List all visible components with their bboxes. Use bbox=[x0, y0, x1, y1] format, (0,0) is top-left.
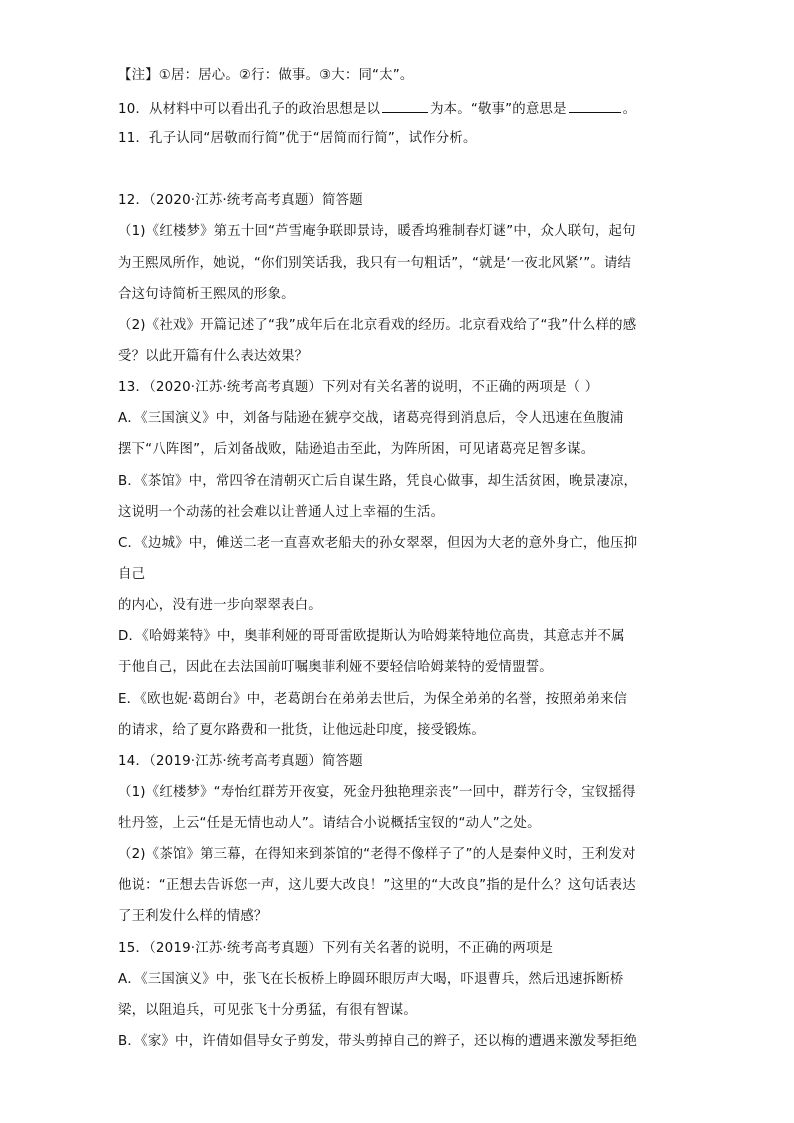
question-14-1-text: （1)《红楼梦》“寿怡红群芳开夜宴，死金丹独艳理亲丧”一回中，群芳行令，宝钗摇得 bbox=[118, 785, 636, 800]
question-11: 11．孔子认同“居敬而行简”优于“居简而行简”，试作分析。 bbox=[118, 131, 477, 146]
question-13-option-d: 于他自己，因此在去法国前叮嘱奥菲利娅不要轻信哈姆莱特的爱情盟誓。 bbox=[118, 660, 553, 675]
question-12-heading: 12．（2020·江苏·统考高考真题）简答题 bbox=[118, 193, 363, 208]
question-13-option-b: 这说明一个动荡的社会难以让普通人过上幸福的生活。 bbox=[118, 505, 445, 520]
question-13-option-a: 摆下“八阵图”，后刘备战败，陆逊追击至此，为阵所困，可见诸葛亮足智多谋。 bbox=[118, 442, 595, 457]
question-14-heading: 14．（2019·江苏·统考高考真题）简答题 bbox=[118, 754, 363, 769]
question-12-1-text: 为王熙凤所作，她说，“你们别笑话我，我只有一句粗话”，“就是‘一夜北风紧’”。请结 bbox=[118, 256, 632, 271]
question-15-heading: 15．（2019·江苏·统考高考真题）下列有关名著的说明，不正确的两项是 bbox=[118, 941, 554, 956]
question-13-heading: 13．（2020·江苏·统考高考真题）下列对有关名著的说明，不正确的两项是（ ） bbox=[118, 380, 599, 395]
question-13-option-c: 自己 bbox=[118, 567, 146, 582]
question-10 bbox=[118, 98, 636, 120]
question-13-option-c: C．《边城》中，傩送二老一直喜欢老船夫的孙女翠翠，但因为大老的意外身亡，他压抑 bbox=[118, 536, 638, 551]
question-10-part-1: 10．从材料中可以看出孔子的政治思想是以 bbox=[118, 102, 381, 117]
question-13-option-e: E．《欧也妮·葛朗台》中，老葛朗台在弟弟去世后，为保全弟弟的名誉，按照弟弟来信 bbox=[118, 692, 628, 707]
question-12-1-text: （1)《红楼梦》第五十回“芦雪庵争联即景诗，暖香坞雅制春灯谜”中，众人联句，起句 bbox=[118, 224, 636, 239]
question-13-option-d: D．《哈姆莱特》中，奥菲利娅的哥哥雷欧提斯认为哈姆莱特地位高贵，其意志并不属 bbox=[118, 629, 625, 644]
question-13-option-e: 的请求，给了夏尔路费和一批货，让他远赴印度，接受锻炼。 bbox=[118, 723, 485, 738]
question-12-2-text: （2)《社戏》开篇记述了“我”成年后在北京看戏的经历。北京看戏给了“我”什么样的感 bbox=[118, 318, 637, 333]
question-14-1-text: 牡丹签，上云“任是无情也动人”。请结合小说概括宝钗的“动人”之处。 bbox=[118, 816, 541, 831]
question-15-option-a: 梁，以阻追兵，可见张飞十分勇猛，有很有智谋。 bbox=[118, 1003, 417, 1018]
question-14-2-text: 了王利发什么样的情感？ bbox=[118, 909, 268, 924]
question-13-option-b: B．《茶馆》中，常四爷在清朝灭亡后自谋生路，凭良心做事，却生活贫困，晚景凄凉， bbox=[118, 474, 638, 489]
annotation-note: 【注】①居：居心。②行：做事。③大：同“太”。 bbox=[118, 68, 414, 83]
question-12-2-text: 受？以此开篇有什么表达效果？ bbox=[118, 349, 309, 364]
question-14-2-text: （2)《茶馆》第三幕，在得知来到茶馆的“老得不像样子了”的人是秦仲义时，王利发对 bbox=[118, 847, 636, 862]
question-14-2-text: 他说：“正想去告诉您一声，这儿要大改良！”这里的“大改良”指的是什么？这句话表达 bbox=[118, 878, 636, 893]
question-10-part-2: 为本。“敬事”的意思是 bbox=[430, 102, 567, 117]
question-13-option-c: 的内心，没有进一步向翠翠表白。 bbox=[118, 598, 322, 613]
question-15-option-a: A．《三国演义》中，张飞在长板桥上睁圆环眼厉声大喝，吓退曹兵，然后迅速拆断桥 bbox=[118, 972, 624, 987]
question-10-part-3: 。 bbox=[622, 102, 637, 117]
question-13-option-a: A．《三国演义》中，刘备与陆逊在猇亭交战，诸葛亮得到消息后，令人迅速在鱼腹浦 bbox=[118, 411, 624, 426]
answer-blank-2[interactable] bbox=[569, 98, 621, 113]
question-15-option-b: B．《家》中，许倩如倡导女子剪发，带头剪掉自己的辫子，还以梅的遭遇来激发琴拒绝 bbox=[118, 1034, 638, 1049]
answer-blank-1[interactable] bbox=[382, 98, 428, 113]
question-12-1-text: 合这句诗简析王熙凤的形象。 bbox=[118, 287, 295, 302]
